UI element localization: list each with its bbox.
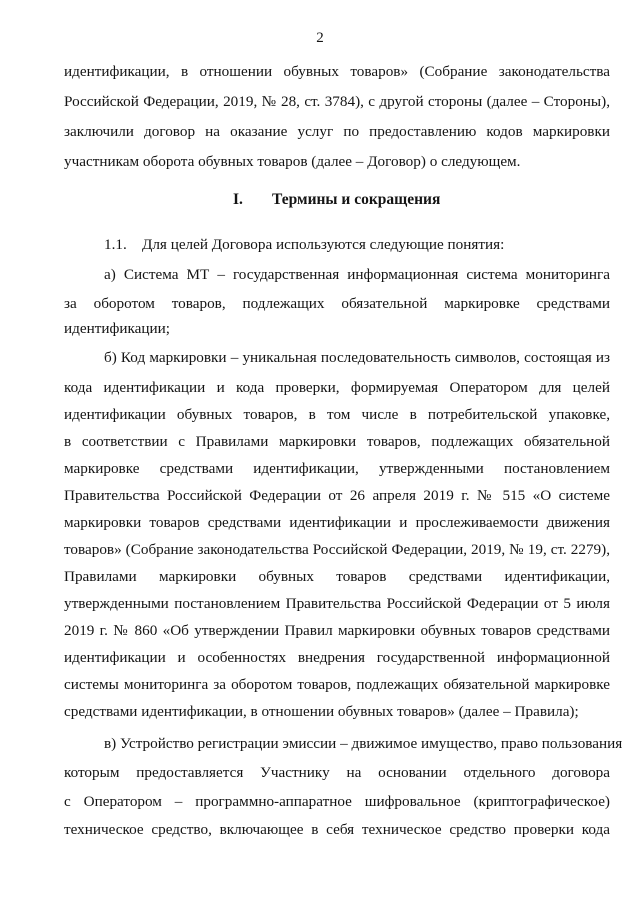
paragraph-line: идентификации, в отношении обувных товаров» (Собрание законодательства	[64, 63, 610, 80]
section-title: Термины и сокращения	[272, 191, 441, 208]
paragraph-line: Российской Федерации, 2019, № 28, ст. 3784), с другой стороны (далее – Стороны),	[64, 93, 610, 110]
paragraph-line: заключили договор на оказание услуг по предоставлению кодов маркировки	[64, 123, 610, 140]
paragraph-line: с Оператором – программно-аппаратное шифровальное (криптографическое)	[64, 793, 610, 810]
paragraph-line: средствами идентификации, в отношении обувных товаров» (далее – Правила);	[64, 703, 579, 720]
paragraph-line: техническое средство, включающее в себя техническое средство проверки кода	[64, 821, 610, 838]
paragraph-line: в соответствии с Правилами маркировки товаров, подлежащих обязательной	[64, 433, 610, 450]
paragraph-line: Правилами маркировки обувных товаров средствами идентификации,	[64, 568, 610, 585]
paragraph-line: маркировки товаров средствами идентификации и прослеживаемости движения	[64, 514, 610, 531]
paragraph-line: утвержденными постановлением Правительства Российской Федерации от 5 июля	[64, 595, 610, 612]
paragraph-line: маркировке средствами идентификации, утвержденными постановлением	[64, 460, 610, 477]
paragraph-line: а) Система МТ – государственная информационная система мониторинга	[104, 266, 610, 283]
paragraph-line: б) Код маркировки – уникальная последовательность символов, состоящая из	[104, 349, 610, 366]
paragraph-line: идентификации и особенностях внедрения государственной информационной	[64, 649, 610, 666]
paragraph-line: системы мониторинга за оборотом товаров, подлежащих обязательной маркировке	[64, 676, 610, 693]
paragraph-line: Правительства Российской Федерации от 26 апреля 2019 г. № 515 «О системе	[64, 487, 610, 504]
paragraph-line: участникам оборота обувных товаров (далее – Договор) о следующем.	[64, 153, 521, 170]
paragraph-line: идентификации обувных товаров, в том числе в потребительской упаковке,	[64, 406, 610, 423]
paragraph-line: идентификации;	[64, 320, 170, 337]
paragraph-line: товаров» (Собрание законодательства Российской Федерации, 2019, № 19, ст. 2279),	[64, 541, 610, 558]
paragraph-line: кода идентификации и кода проверки, формируемая Оператором для целей	[64, 379, 610, 396]
paragraph-line: 2019 г. № 860 «Об утверждении Правил маркировки обувных товаров средствами	[64, 622, 610, 639]
paragraph-line: которым предоставляется Участнику на основании отдельного договора	[64, 764, 610, 781]
section-heading	[0, 190, 640, 210]
section-number: I.	[233, 191, 243, 208]
page-number: 2	[316, 30, 324, 46]
paragraph-line: за оборотом товаров, подлежащих обязательной маркировке средствами	[64, 295, 610, 312]
clause-intro: 1.1. Для целей Договора используются следующие понятия:	[104, 236, 505, 253]
paragraph-line: в) Устройство регистрации эмиссии – движимое имущество, право пользования	[104, 735, 623, 752]
